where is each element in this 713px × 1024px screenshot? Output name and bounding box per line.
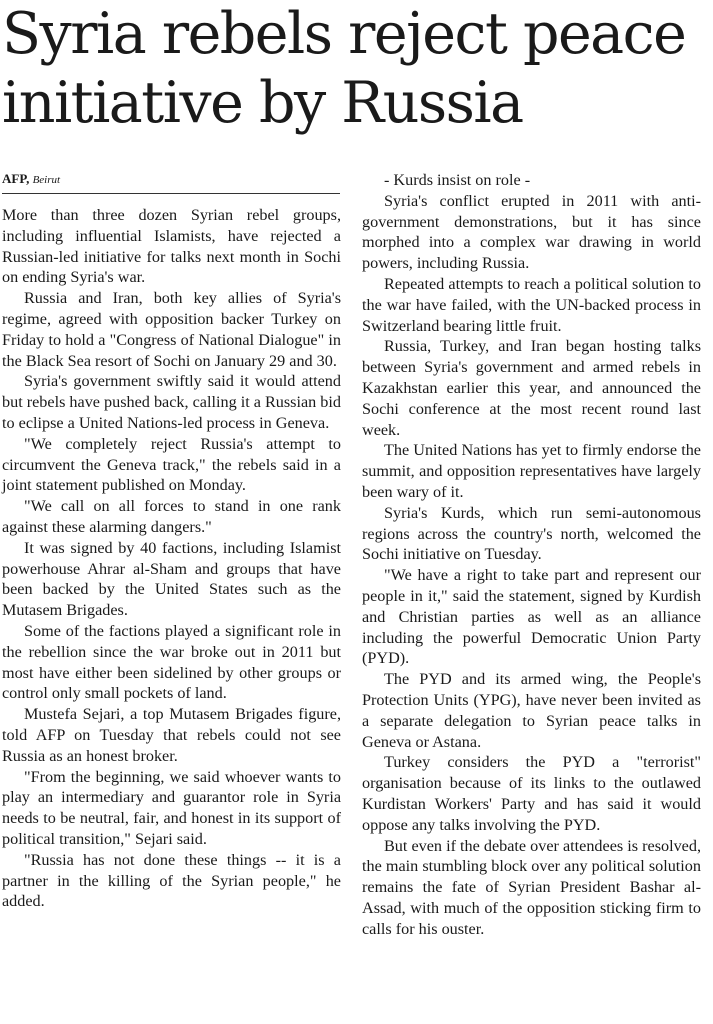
paragraph: Syria's conflict erupted in 2011 with anti-government demonstrations, but it has since morphed into a complex war drawing in world powers, including Russia. [362, 191, 701, 273]
paragraph: Syria's government swiftly said it would attend but rebels have pushed back, calling it a Russian bid to eclipse a United Nations-led process in Geneva. [2, 372, 341, 432]
paragraph: "We completely reject Russia's attempt to circumvent the Geneva track," the rebels said in a joint statement published on Monday. [2, 434, 341, 495]
paragraph: Russia and Iran, both key allies of Syria's regime, agreed with opposition backer Turkey on Friday to hold a "Congress of National Dialogue" in the Black Sea resort of Sochi on January 29 and 30. [2, 289, 341, 370]
paragraph: But even if the debate over attendees is resolved, the main stumbling block over any political solution remains the fate of Syrian President Bashar al-Assad, with much of the opposition sticking firm to calls for his ouster. [362, 836, 701, 938]
paragraph: "From the beginning, we said whoever wants to play an intermediary and guarantor role in Syria needs to be neutral, fair, and honest in its support of political transition," Sejari said. [2, 767, 341, 848]
subhead: - Kurds insist on role - [384, 171, 531, 189]
paragraph: More than three dozen Syrian rebel groups, including influential Islamists, have rejected a Russian-led initiative for talks next month in Sochi on ending Syria's war. [2, 206, 341, 287]
paragraph: The United Nations has yet to firmly endorse the summit, and opposition representatives have largely been wary of it. [362, 441, 701, 501]
paragraph: The PYD and its armed wing, the People's Protection Units (YPG), have never been invited as a separate delegation to Syrian peace talks in Geneva or Astana. [362, 670, 701, 751]
byline-agency: AFP, [2, 171, 30, 186]
article-column-right [362, 170, 701, 939]
byline [2, 171, 340, 194]
paragraph: "We have a right to take part and represent our people in it," said the statement, signed by Kurdish and Christian parties as well as an alliance including the powerful Democratic Union Party (PYD). [362, 566, 701, 668]
article-column-left [2, 205, 341, 912]
paragraph: "We call on all forces to stand in one rank against these alarming dangers." [2, 497, 341, 536]
paragraph: "Russia has not done these things -- it is a partner in the killing of the Syrian people," he added. [2, 850, 341, 911]
paragraph: Repeated attempts to reach a political solution to the war have failed, with the UN-backed process in Switzerland bearing little fruit. [362, 274, 701, 335]
paragraph: It was signed by 40 factions, including Islamist powerhouse Ahrar al-Sham and groups that have been backed by the United States such as the Mutasem Brigades. [2, 538, 341, 620]
paragraph: Russia, Turkey, and Iran began hosting talks between Syria's government and armed rebels in Kazakhstan earlier this year, and announced the Sochi conference at the most recent round last week. [362, 337, 701, 439]
paragraph: Some of the factions played a significant role in the rebellion since the war broke out in 2011 but most have either been sidelined by other groups or control only small pockets of land. [2, 621, 341, 703]
paragraph: Syria's Kurds, which run semi-autonomous regions across the country's north, welcomed the Sochi initiative on Tuesday. [362, 503, 701, 564]
paragraph: Turkey considers the PYD a "terrorist" organisation because of its links to the outlawed Kurdistan Workers' Party and has said it would oppose any talks involving the PYD. [362, 753, 701, 834]
headline: Syria rebels reject peace initiative by Russia [2, 1, 686, 136]
paragraph: Mustefa Sejari, a top Mutasem Brigades figure, told AFP on Tuesday that rebels could not see Russia as an honest broker. [2, 705, 341, 765]
byline-place: Beirut [32, 174, 61, 186]
